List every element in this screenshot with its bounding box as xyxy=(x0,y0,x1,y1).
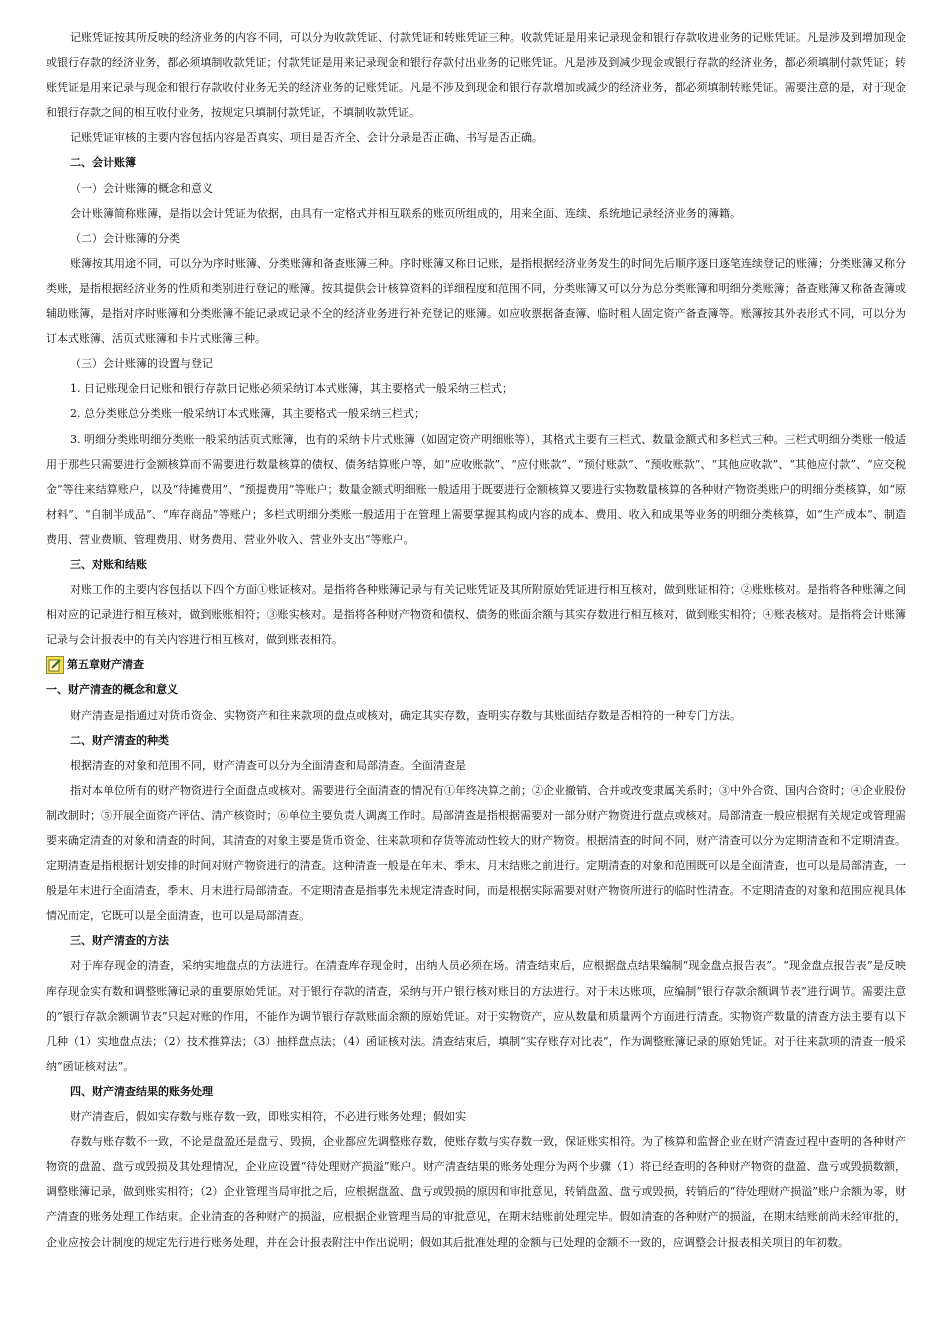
section-heading: 二、会计账簿 xyxy=(70,156,136,170)
section-heading: 二、财产清查的种类 xyxy=(70,733,169,747)
list-item: 1. 日记账现金日记账和银行存款日记账必须采纳订本式账簿，其主要格式一般采纳三栏式； xyxy=(70,382,513,396)
paragraph: 对账工作的主要内容包括以下四个方面①账证核对。是指将各种账簿记录与有关记账凭证及其所附原始凭证进行相互核对，做到账证相符；②账账核对。是指将各种账簿之间相对应的记录进行相互核对，做到账账相符；③账实核对。是指将各种财产物资和债权、债务的账面余额与其实存数进行相互核对，做到账实相符；④账表核对。是指将会计账簿记录与会计报表中的有关内容进行相互核对，做到账表相符。 xyxy=(46,583,906,647)
chapter-title-text: 第五章财产清查 xyxy=(67,658,144,672)
section-heading: 三、财产清查的方法 xyxy=(70,934,169,948)
paragraph: 指对本单位所有的财产物资进行全面盘点或核对。需要进行全面清查的情况有①年终决算之前；②企业撤销、合并或改变隶属关系时；③中外合资、国内合资时；④企业股份制改制时；⑤开展全面资产评估、清产核资时；⑥单位主要负责人调离工作时。局部清查是指根据需要对一部分财产物资进行盘点或核对。局部清查一般应根据有关规定或管理需要来确定清查的对象和清查的时间，其清查的对象主要是货币资金、往来款项和存货等流动性较大的财产物资。根据清查的时间不同，财产清查可以分为定期清查和不定期清查。定期清查是指根据计划安排的时间对财产物资进行的清查。这种清查一般是在年末、季末、月末结账之前进行。定期清查的对象和范围既可以是全面清查，也可以是局部清查，一般是年末进行全面清查，季末、月末进行局部清查。不定期清查是指事先未规定清查时间，而是根据实际需要对财产物资所进行的临时性清查。不定期清查的对象和范围应视具体情况而定，它既可以是全面清查，也可以是局部清查。 xyxy=(46,783,906,923)
subsection-heading: （一）会计账簿的概念和意义 xyxy=(70,181,213,195)
section-heading: 三、对账和结账 xyxy=(70,557,147,571)
paragraph: 财产清查是指通过对货币资金、实物资产和往来款项的盘点或核对，确定其实存数，查明实存数与其账面结存数是否相符的一种专门方法。 xyxy=(70,708,741,722)
paragraph: 根据清查的对象和范围不同，财产清查可以分为全面清查和局部清查。全面清查是 xyxy=(70,758,466,772)
document-body xyxy=(46,25,906,1255)
paragraph: 财产清查后，假如实存数与账存数一致，即账实相符，不必进行账务处理；假如实 xyxy=(70,1110,466,1124)
paragraph: 存数与账存数不一致，不论是盘盈还是盘亏、毁损，企业都应先调整账存数，使账存数与实存数一致，保证账实相符。为了核算和监督企业在财产清查过程中查明的各种财产物资的盘盈、盘亏或毁损及其处理情况，企业应设置“待处理财产损溢”账户。财产清查结果的账务处理分为两个步骤（1）将已经查明的各种财产物资的盘盈、盘亏或毁损数额，调整账簿记录，做到账实相符；（2）企业管理当局审批之后，应根据盘盈、盘亏或毁损的原因和审批意见，转销盘盈、盘亏或毁损，转销后的“待处理财产损溢”账户余额为零，财产清查的账务处理工作结束。企业清查的各种财产的损溢，应根据企业管理当局的审批意见，在期末结账前处理完毕。假如清查的各种财产的损溢，在期末结账前尚未经审批的，企业应按会计制度的规定先行进行账务处理，并在会计报表附注中作出说明；假如其后批准处理的金额与已处理的金额不一致的，应调整会计报表相关项目的年初数。 xyxy=(46,1135,906,1249)
note-icon xyxy=(46,656,64,674)
paragraph: 账簿按其用途不同，可以分为序时账簿、分类账簿和备查账簿三种。序时账簿又称日记账，是指根据经济业务发生的时间先后顺序逐日逐笔连续登记的账簿；分类账簿又称分类账，是指根据经济业务的性质和类别进行登记的账簿。按其提供会计核算资料的详细程度和范围不同，分类账簿又可以分为总分类账簿和明细分类账簿；备查账簿又称备查簿或辅助账簿，是指对序时账簿和分类账簿不能记录或记录不全的经济业务进行补充登记的账簿。如应收票据备查簿、临时租人固定资产备查簿等。账簿按其外表形式不同，可以分为订本式账簿、活页式账簿和卡片式账簿三种。 xyxy=(46,256,906,346)
paragraph: 记账凭证按其所反映的经济业务的内容不同，可以分为收款凭证、付款凭证和转账凭证三种。收款凭证是用来记录现金和银行存款收进业务的记账凭证。凡是涉及到增加现金或银行存款的经济业务，都必须填制收款凭证；付款凭证是用来记录现金和银行存款付出业务的记账凭证。凡是涉及到减少现金或银行存款的经济业务，都必须填制付款凭证；转账凭证是用来记录与现金和银行存款收付业务无关的经济业务的记账凭证。凡是不涉及到现金和银行存款增加或减少的经济业务，都必须填制转账凭证。需要注意的是，对于现金和银行存款之间的相互收付业务，按规定只填制付款凭证，不填制收款凭证。 xyxy=(46,31,906,120)
list-item: 2. 总分类账总分类账一般采纳订本式账簿，其主要格式一般采纳三栏式； xyxy=(70,407,425,421)
subsection-heading: （二）会计账簿的分类 xyxy=(70,231,180,245)
list-item: 3. 明细分类账明细分类账一般采纳活页式账簿，也有的采纳卡片式账簿（如固定资产明细账等），其格式主要有三栏式、数量金额式和多栏式三种。三栏式明细分类账一般适用于那些只需要进行金额核算而不需要进行数量核算的债权、债务结算账户等，如“应收账款”、“应付账款”、“预付账款”、“预收账款”、“其他应收款”、“其他应付款”、“应交税金”等往来结算账户，以及“待摊费用”、“预提费用”等账户；数量金额式明细账一般适用于既要进行金额核算又要进行实物数量核算的各种财产物资类账户的明细分类核算，如“原材料”、“自制半成品”、“库存商品”等账户；多栏式明细分类账一般适用于在管理上需要掌握其构成内容的成本、费用、收入和成果等业务的明细分类核算，如“生产成本”、制造费用、营业费顺、管理费用、财务费用、营业外收入、营业外支出”等账户。 xyxy=(46,432,906,546)
paragraph: 记账凭证审核的主要内容包括内容是否真实、项目是否齐全、会计分录是否正确、书写是否正确。 xyxy=(70,131,543,145)
section-heading: 四、财产清查结果的账务处理 xyxy=(70,1084,213,1098)
subsection-heading: （三）会计账簿的设置与登记 xyxy=(70,357,213,371)
paragraph: 会计账簿简称账簿，是指以会计凭证为依据，由具有一定格式并相互联系的账页所组成的，用来全面、连续、系统地记录经济业务的簿籍。 xyxy=(70,206,741,220)
section-heading: 一、财产清查的概念和意义 xyxy=(46,683,178,697)
paragraph: 对于库存现金的清查，采纳实地盘点的方法进行。在清查库存现金时，出纳人员必须在场。清查结束后，应根据盘点结果编制“现金盘点报告表”。“现金盘点报告表”是反映库存现金实有数和调整账簿记录的重要原始凭证。对于银行存款的清查，采纳与开户银行核对账目的方法进行。对于未达账项，应编制“银行存款余额调节表”进行调节。需要注意的“银行存款余额调节表”只起对账的作用，不能作为调节银行存款账面余额的原始凭证。对于实物资产，应从数量和质量两个方面进行清查。实物资产数量的清查方法主要有以下几种（1）实地盘点法；（2）技术推算法；（3）抽样盘点法；（4）函证核对法。清查结束后，填制“实存账存对比表”，作为调整账簿记录的原始凭证。对于往来款项的清查一般采纳“函证核对法”。 xyxy=(46,959,906,1073)
chapter-title xyxy=(46,652,906,677)
